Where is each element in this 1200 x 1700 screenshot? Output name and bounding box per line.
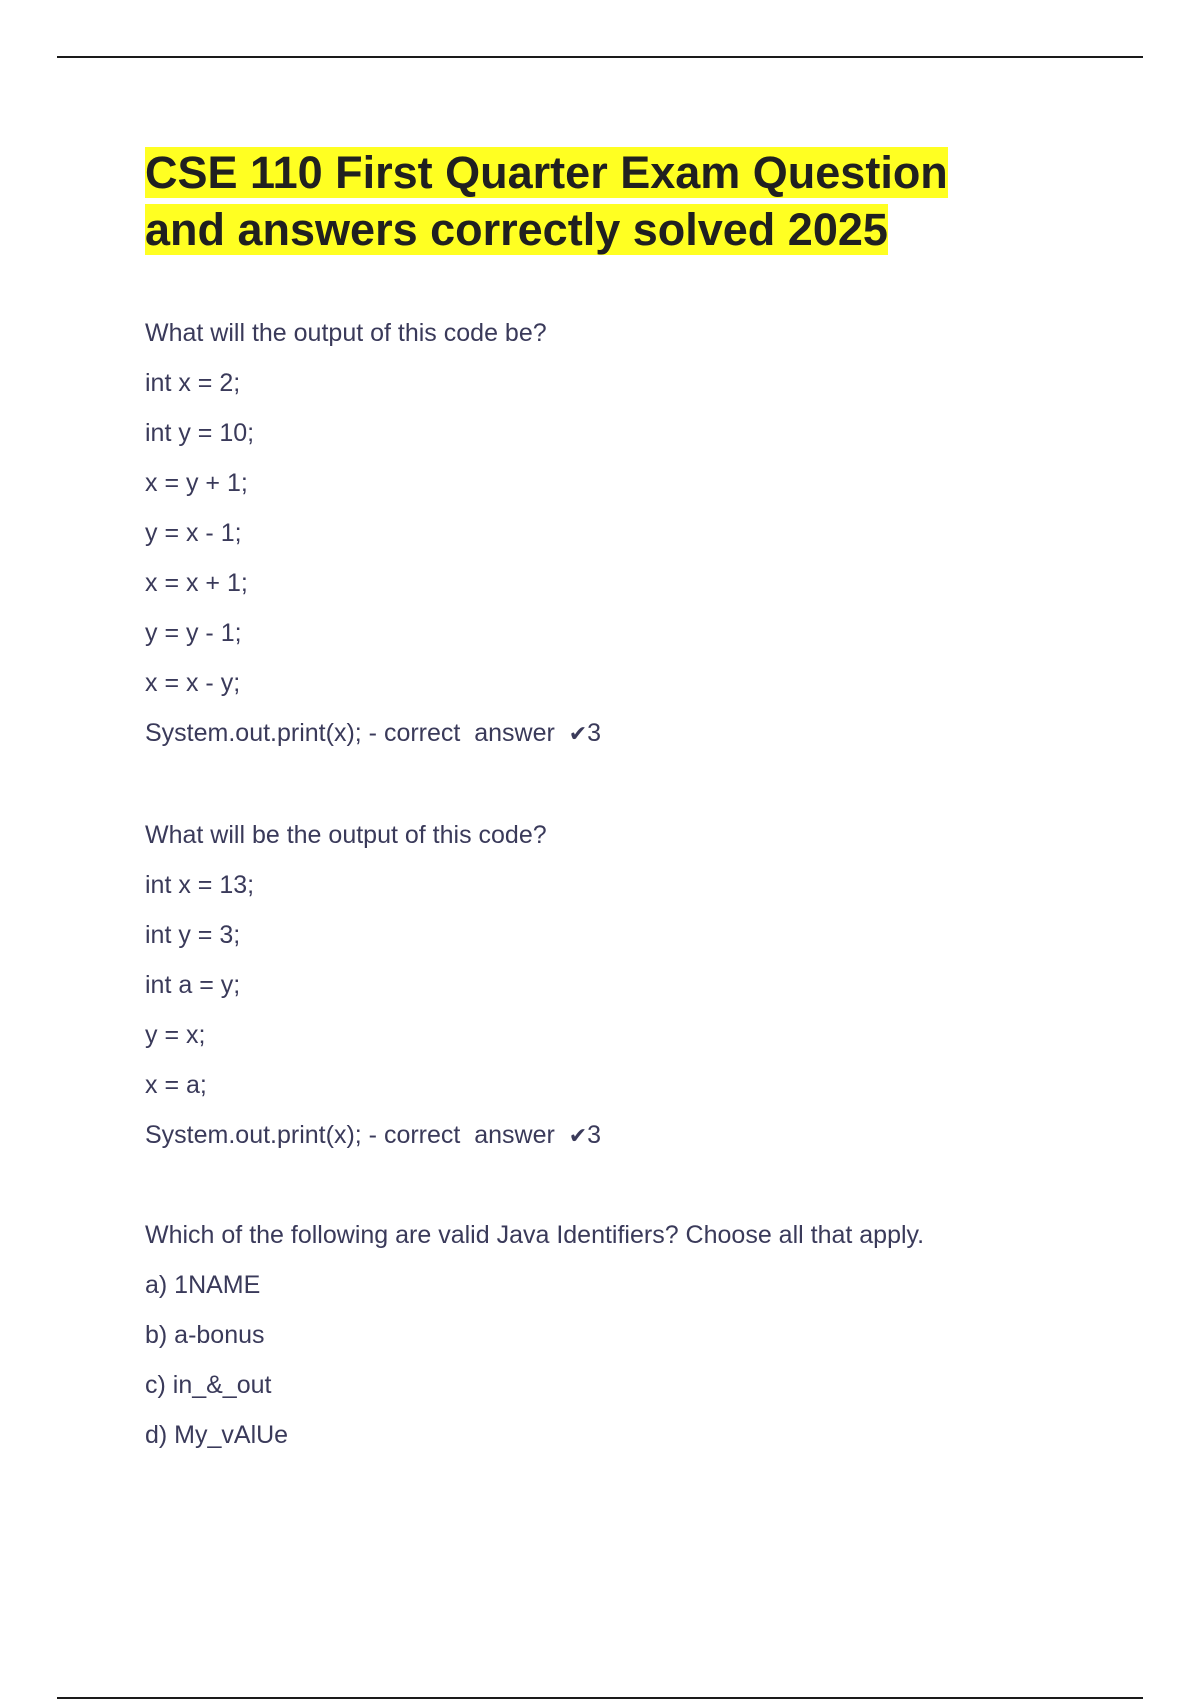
question-prompt: Which of the following are valid Java Identifiers? Choose all that apply.	[145, 1221, 925, 1249]
code-line: int x = 13;	[145, 871, 255, 899]
code-line: y = y - 1;	[145, 619, 242, 647]
question-3	[145, 1210, 1065, 1460]
answer-option: c) in_&_out	[145, 1371, 272, 1399]
page-title	[145, 144, 1065, 258]
top-rule	[57, 56, 1143, 58]
code-line: y = x;	[145, 1021, 206, 1049]
code-line: x = y + 1;	[145, 469, 248, 497]
title-line-1: CSE 110 First Quarter Exam Question	[145, 147, 948, 198]
question-prompt: What will be the output of this code?	[145, 821, 547, 849]
code-line: x = x + 1;	[145, 569, 248, 597]
answer-value: 3	[587, 719, 602, 747]
title-line-2: and answers correctly solved 2025	[145, 204, 888, 255]
answer-prefix: System.out.print(x); - correct answer	[145, 719, 569, 747]
code-line: int y = 10;	[145, 419, 255, 447]
code-line: int a = y;	[145, 971, 241, 999]
code-line: x = a;	[145, 1071, 207, 1099]
question-prompt: What will the output of this code be?	[145, 319, 547, 347]
answer-line	[145, 708, 1065, 760]
checkmark-icon: ✔	[568, 1124, 588, 1149]
answer-option: a) 1NAME	[145, 1271, 261, 1299]
code-line: int x = 2;	[145, 369, 241, 397]
question-2	[145, 810, 1065, 1162]
answer-prefix: System.out.print(x); - correct answer	[145, 1121, 569, 1149]
bottom-rule	[57, 1697, 1143, 1699]
code-line: x = x - y;	[145, 669, 241, 697]
question-1	[145, 308, 1065, 760]
answer-line	[145, 1110, 1065, 1162]
answer-option: d) My_vAlUe	[145, 1421, 289, 1449]
code-line: y = x - 1;	[145, 519, 242, 547]
checkmark-icon: ✔	[568, 722, 588, 747]
answer-option: b) a-bonus	[145, 1321, 265, 1349]
code-line: int y = 3;	[145, 921, 241, 949]
document-content	[145, 144, 1065, 1460]
answer-value: 3	[587, 1121, 602, 1149]
